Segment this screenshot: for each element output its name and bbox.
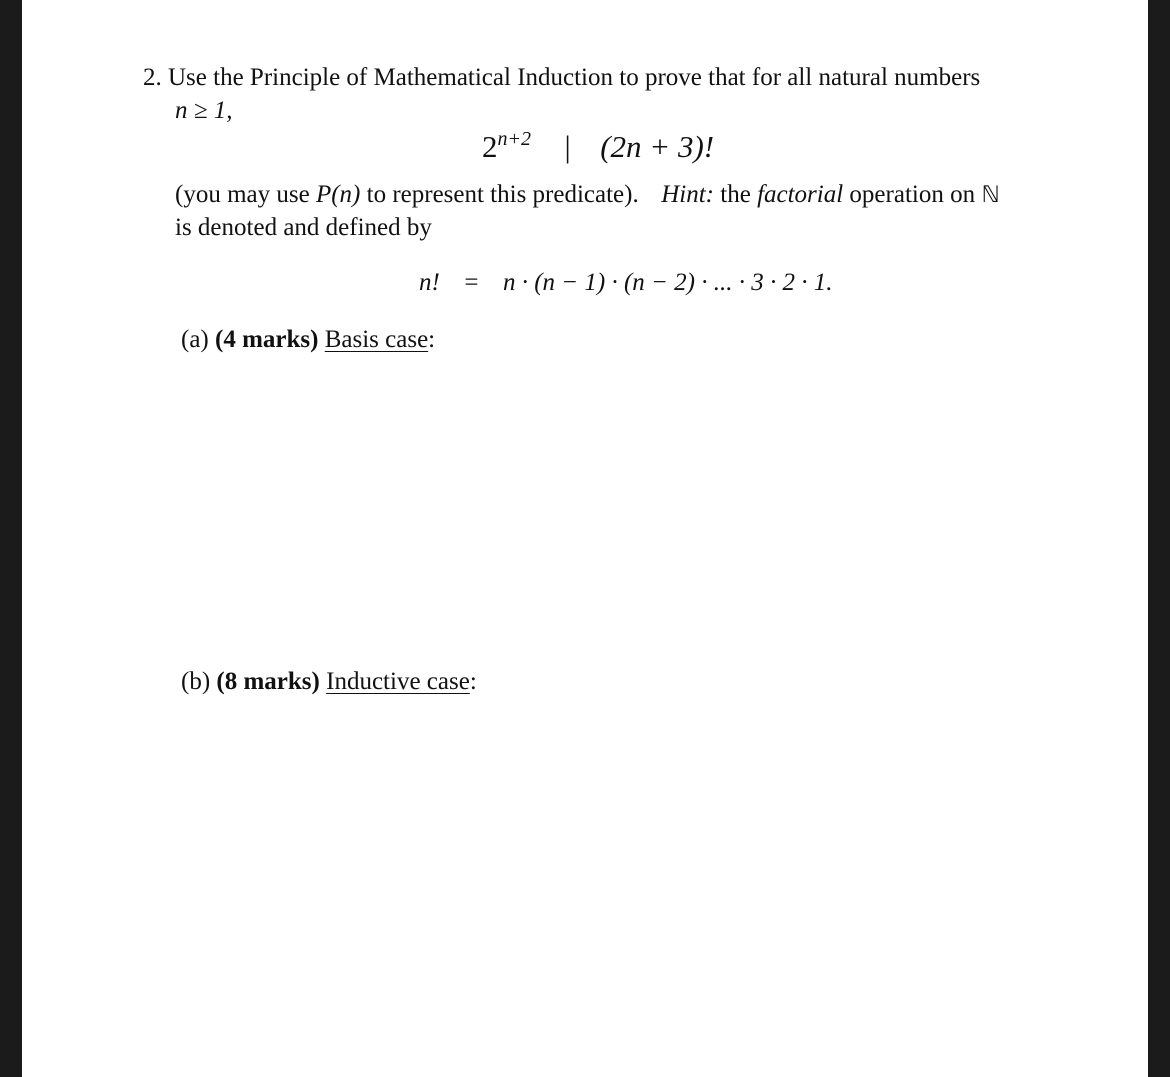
part-a-heading <box>181 325 435 355</box>
question-condition: n ≥ 1, <box>175 97 233 124</box>
formula-rhs: (2n + 3)! <box>600 129 715 164</box>
hint-line <box>175 180 1000 210</box>
factorial-equals: = <box>464 269 479 296</box>
hint-post: operation on <box>843 181 982 208</box>
factorial-definition <box>419 268 832 298</box>
exam-page <box>22 0 1148 1077</box>
part-b-label: (b) <box>181 668 211 695</box>
naturals-symbol: ℕ <box>981 182 1000 208</box>
divisibility-formula <box>482 128 714 165</box>
part-b-title: Inductive case <box>326 668 470 695</box>
part-a-marks: (4 marks) <box>215 326 319 353</box>
factorial-rhs: n · (n − 1) · (n − 2) · ... · 3 · 2 · 1. <box>502 269 833 296</box>
part-a-label: (a) <box>181 326 209 353</box>
part-b-heading <box>181 667 477 697</box>
predicate: P(n) <box>315 181 361 208</box>
question-intro <box>143 63 980 93</box>
formula-divides: | <box>564 129 571 164</box>
hint-label: Hint: <box>661 181 715 208</box>
question-intro-text: Use the Principle of Mathematical Induction to prove that for all natural numbers <box>168 64 981 91</box>
part-a-title: Basis case <box>324 326 429 353</box>
formula-exponent: n+2 <box>497 128 531 150</box>
formula-base: 2 <box>482 129 498 164</box>
question-number: 2. <box>143 64 162 91</box>
hint-term: factorial <box>757 181 844 208</box>
part-a-colon: : <box>428 326 436 353</box>
part-b-colon: : <box>469 668 477 695</box>
hint-pre: the <box>714 181 758 208</box>
part-b-marks: (8 marks) <box>216 668 320 695</box>
note-open: (you may use <box>175 181 316 208</box>
factorial-lhs: n! <box>419 269 440 296</box>
definition-intro: is denoted and defined by <box>175 214 432 241</box>
note-mid: to represent this predicate). <box>360 181 639 208</box>
